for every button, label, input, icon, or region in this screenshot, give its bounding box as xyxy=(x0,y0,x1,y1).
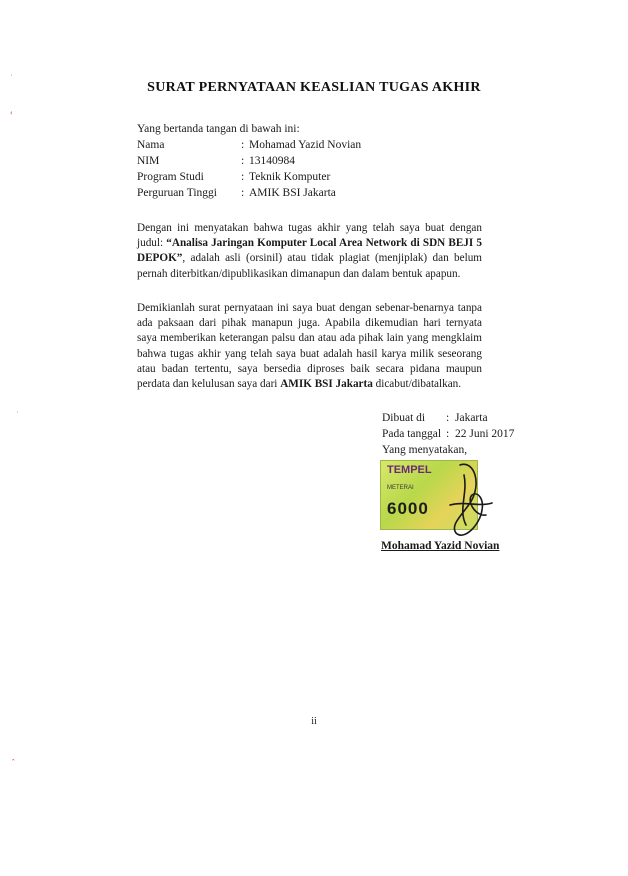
date-value: 22 Juni 2017 xyxy=(455,428,515,440)
institution-name: AMIK BSI Jakarta xyxy=(280,378,373,391)
paragraph-tail: , adalah asli (orsinil) atau tidak plagiat (menjiplak) dan belum pernah diterbitkan/dipublikasikan dimanapun dan dalam bentuk apapun. xyxy=(137,252,482,280)
paragraph-tail: dicabut/dibatalkan. xyxy=(372,378,462,391)
date-row xyxy=(382,428,514,444)
identity-row-program xyxy=(137,171,361,187)
declaration-paragraph xyxy=(137,221,482,282)
document-title: SURAT PERNYATAAN KEASLIAN TUGAS AKHIR xyxy=(147,80,481,95)
identity-colon: : xyxy=(241,171,245,183)
intro-text: Yang bertanda tangan di bawah ini: xyxy=(137,123,300,135)
identity-colon: : xyxy=(241,139,245,151)
identity-label: Program Studi xyxy=(137,171,204,183)
margin-mark: ˆ xyxy=(12,758,15,767)
margin-mark: ‹ xyxy=(10,108,13,117)
paragraph-lead: Demikianlah surat pernyataan ini saya buat dengan sebenar-benarnya tanpa ada paksaan dari pihak manapun juga. Apabila dikemudian hari ternyata saya memberikan keterangan palsu dan atau ada pihak lain yang mengklaim bahwa tugas akhir yang telah saya buat adalah hasil karya milik seseorang atau badan tertentu, saya bersedia diproses baik secara pidana maupun perdata dan kelulusan saya dari xyxy=(137,302,482,391)
place-label: Dibuat di xyxy=(382,412,426,424)
place-colon: : xyxy=(446,412,450,424)
identity-row-nim xyxy=(137,155,361,171)
identity-colon: : xyxy=(241,155,245,167)
page-number: ii xyxy=(311,716,317,727)
date-label: Pada tanggal xyxy=(382,428,442,440)
identity-table xyxy=(137,139,361,203)
identity-value: AMIK BSI Jakarta xyxy=(249,187,336,199)
signature-block xyxy=(382,412,514,460)
identity-label: Nama xyxy=(137,139,165,151)
stamp-value: 6000 xyxy=(387,499,429,518)
identity-value: 13140984 xyxy=(249,155,295,167)
stamp-mid-text: METERAI xyxy=(387,485,414,491)
identity-value: Mohamad Yazid Novian xyxy=(249,139,362,151)
stating-text: Yang menyatakan, xyxy=(382,444,468,456)
identity-row-institution xyxy=(137,187,361,203)
margin-mark: ˙ xyxy=(16,410,19,419)
identity-value: Teknik Komputer xyxy=(249,171,331,183)
margin-mark: ˙ xyxy=(10,73,13,82)
identity-row-name xyxy=(137,139,361,155)
place-value: Jakarta xyxy=(455,412,488,424)
handwritten-signature xyxy=(420,455,500,545)
identity-label: Perguruan Tinggi xyxy=(137,187,217,199)
date-colon: : xyxy=(446,428,450,440)
identity-label: NIM xyxy=(137,155,160,167)
identity-colon: : xyxy=(241,187,245,199)
paragraph-lead: Dengan ini menyatakan bahwa tugas akhir yang telah saya buat dengan judul: xyxy=(137,222,482,250)
closing-paragraph xyxy=(137,301,482,392)
thesis-title: “Analisa Jaringan Komputer Local Area Network di SDN BEJI 5 DEPOK” xyxy=(137,237,483,265)
stamp-top-text: TEMPEL xyxy=(387,464,432,476)
signer-name: Mohamad Yazid Novian xyxy=(381,540,500,552)
place-row xyxy=(382,412,514,428)
